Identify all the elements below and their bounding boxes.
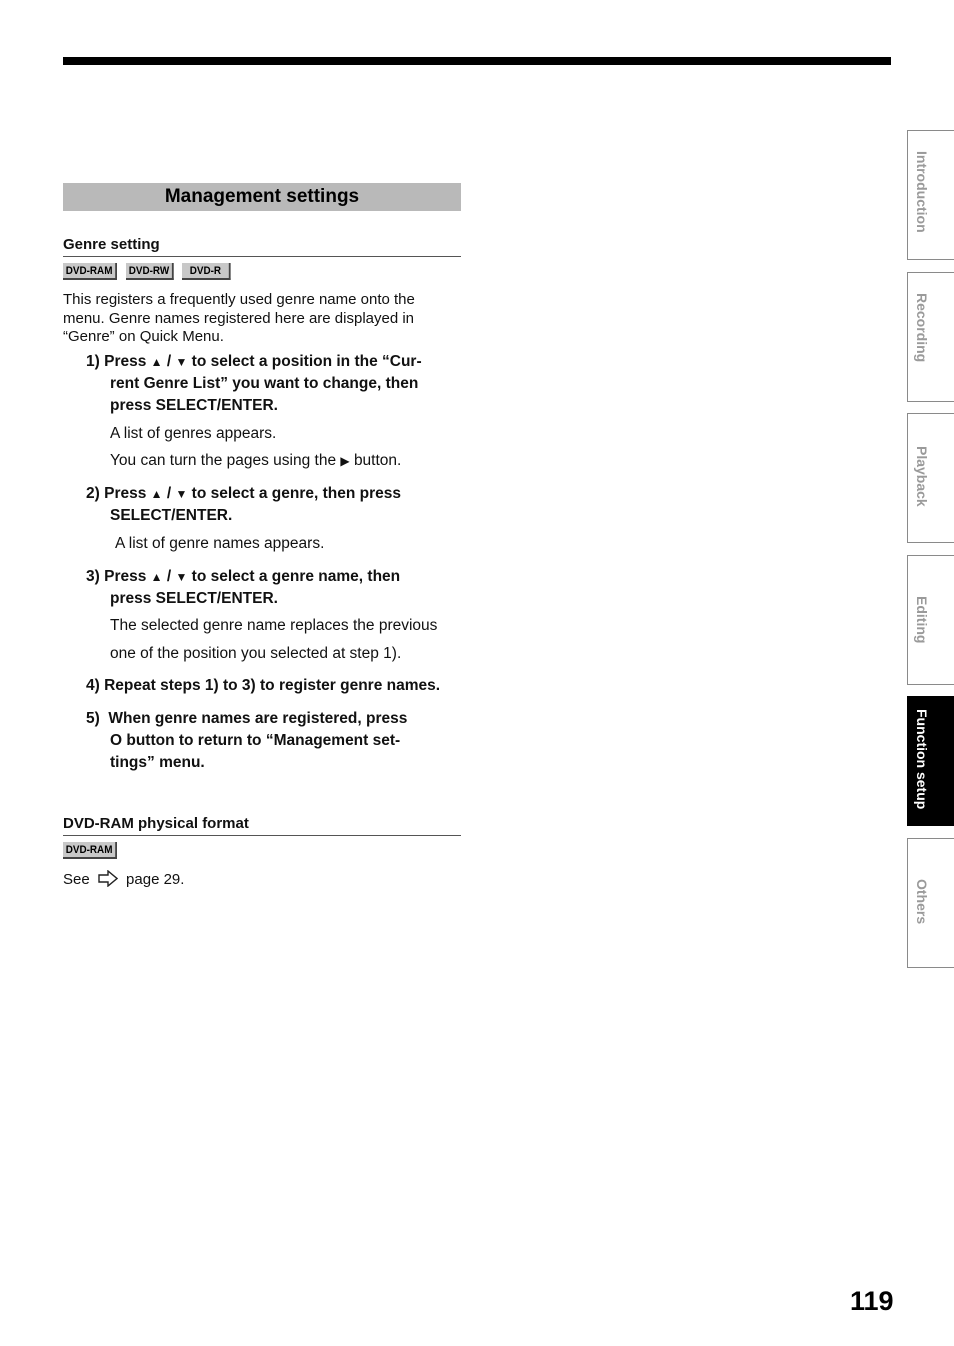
step-4: 4) Repeat steps 1) to 3) to register genre names. — [86, 677, 441, 694]
genre-setting-heading: Genre setting — [63, 236, 461, 257]
step-1-note-2: You can turn the pages using the ▶ button. — [110, 452, 402, 469]
page-reference-arrow-icon — [98, 870, 118, 887]
step-1: 1) Press ▲ / ▼ to select a position in the “Cur- rent Genre List” you want to change, then press SELECT/ENTER. — [86, 353, 422, 414]
tab-recording[interactable]: Recording — [907, 272, 954, 402]
step-3-note-1: The selected genre name replaces the previous — [110, 617, 438, 634]
step-3-note-2: one of the position you selected at step 1). — [110, 645, 402, 662]
step-3: 3) Press ▲ / ▼ to select a genre name, then press SELECT/ENTER. — [86, 568, 401, 607]
dvd-ram-format-heading: DVD-RAM physical format — [63, 815, 461, 836]
top-rule — [63, 57, 891, 65]
up-arrow-icon: ▲ — [150, 487, 163, 501]
tab-others[interactable]: Others — [907, 838, 954, 968]
down-arrow-icon: ▼ — [175, 570, 188, 584]
up-arrow-icon: ▲ — [150, 355, 163, 369]
step-1-note-1: A list of genres appears. — [110, 425, 277, 442]
page-number: 119 — [850, 1286, 894, 1316]
tab-playback[interactable]: Playback — [907, 413, 954, 543]
down-arrow-icon: ▼ — [175, 487, 188, 501]
section-title: Management settings — [63, 183, 461, 211]
step-2-note-1: A list of genre names appears. — [115, 535, 325, 552]
dvd-r-badge: DVD-R — [182, 263, 231, 280]
see-page-reference: See page 29. — [63, 871, 185, 888]
dvd-ram-badge: DVD-RAM — [63, 842, 117, 859]
tab-introduction[interactable]: Introduction — [907, 130, 954, 260]
tab-editing[interactable]: Editing — [907, 555, 954, 685]
genre-intro: This registers a frequently used genre name onto the menu. Genre names registered here are displayed in “Genre” on Quick Menu. — [63, 291, 415, 345]
dvd-rw-badge: DVD-RW — [126, 263, 174, 280]
down-arrow-icon: ▼ — [175, 355, 188, 369]
up-arrow-icon: ▲ — [150, 570, 163, 584]
step-2: 2) Press ▲ / ▼ to select a genre, then press SELECT/ENTER. — [86, 485, 401, 524]
step-5: 5) When genre names are registered, press O button to return to “Management set- tings” menu. — [86, 710, 408, 771]
tab-function-setup[interactable]: Function setup — [907, 696, 954, 826]
dvd-ram-badge: DVD-RAM — [63, 263, 117, 280]
format-disc-badges — [63, 842, 123, 860]
disc-badges — [63, 263, 236, 281]
right-arrow-icon: ▶ — [340, 454, 350, 468]
page-link[interactable]: page 29. — [126, 871, 185, 888]
